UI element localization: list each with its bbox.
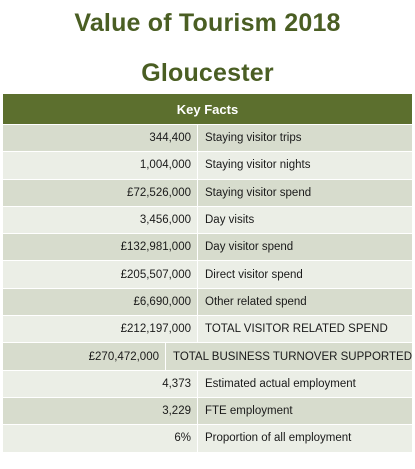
table-row	[3, 260, 412, 287]
row-value: £270,472,000	[3, 343, 166, 369]
table-row	[3, 397, 412, 424]
location-title: Gloucester	[141, 59, 274, 87]
row-value: £132,981,000	[3, 234, 198, 260]
row-label: TOTAL VISITOR RELATED SPEND	[205, 323, 388, 336]
row-label: FTE employment	[205, 405, 293, 418]
row-value: 4,373	[3, 371, 198, 397]
table-row	[3, 124, 412, 151]
table-row	[3, 179, 412, 206]
row-label: Day visitor spend	[205, 241, 294, 254]
key-facts-table	[3, 94, 412, 452]
row-label: Staying visitor spend	[205, 186, 312, 199]
table-row	[3, 288, 412, 315]
row-label: Staying visitor trips	[205, 132, 302, 145]
table-row	[3, 151, 412, 178]
row-value: 344,400	[3, 125, 198, 151]
row-label: Proportion of all employment	[205, 432, 352, 445]
row-label: Day visits	[205, 214, 255, 227]
table-header: Key Facts	[3, 94, 412, 124]
row-label: Direct visitor spend	[205, 268, 303, 281]
row-value: £205,507,000	[3, 261, 198, 287]
table-row	[3, 315, 412, 342]
row-label: TOTAL BUSINESS TURNOVER SUPPORTED	[173, 350, 412, 363]
row-value: 1,004,000	[3, 152, 198, 178]
table-row	[3, 342, 412, 369]
table-row	[3, 206, 412, 233]
page-title: Value of Tourism 2018	[74, 9, 341, 37]
row-label: Other related spend	[205, 295, 307, 308]
row-value: 3,229	[3, 398, 198, 424]
row-label: Estimated actual employment	[205, 377, 356, 390]
row-value: £212,197,000	[3, 316, 198, 342]
table-row	[3, 424, 412, 451]
row-value: 3,456,000	[3, 207, 198, 233]
row-value: £72,526,000	[3, 180, 198, 206]
row-value: £6,690,000	[3, 289, 198, 315]
table-row	[3, 233, 412, 260]
row-label: Staying visitor nights	[205, 159, 311, 172]
table-row	[3, 370, 412, 397]
row-value: 6%	[3, 425, 198, 451]
